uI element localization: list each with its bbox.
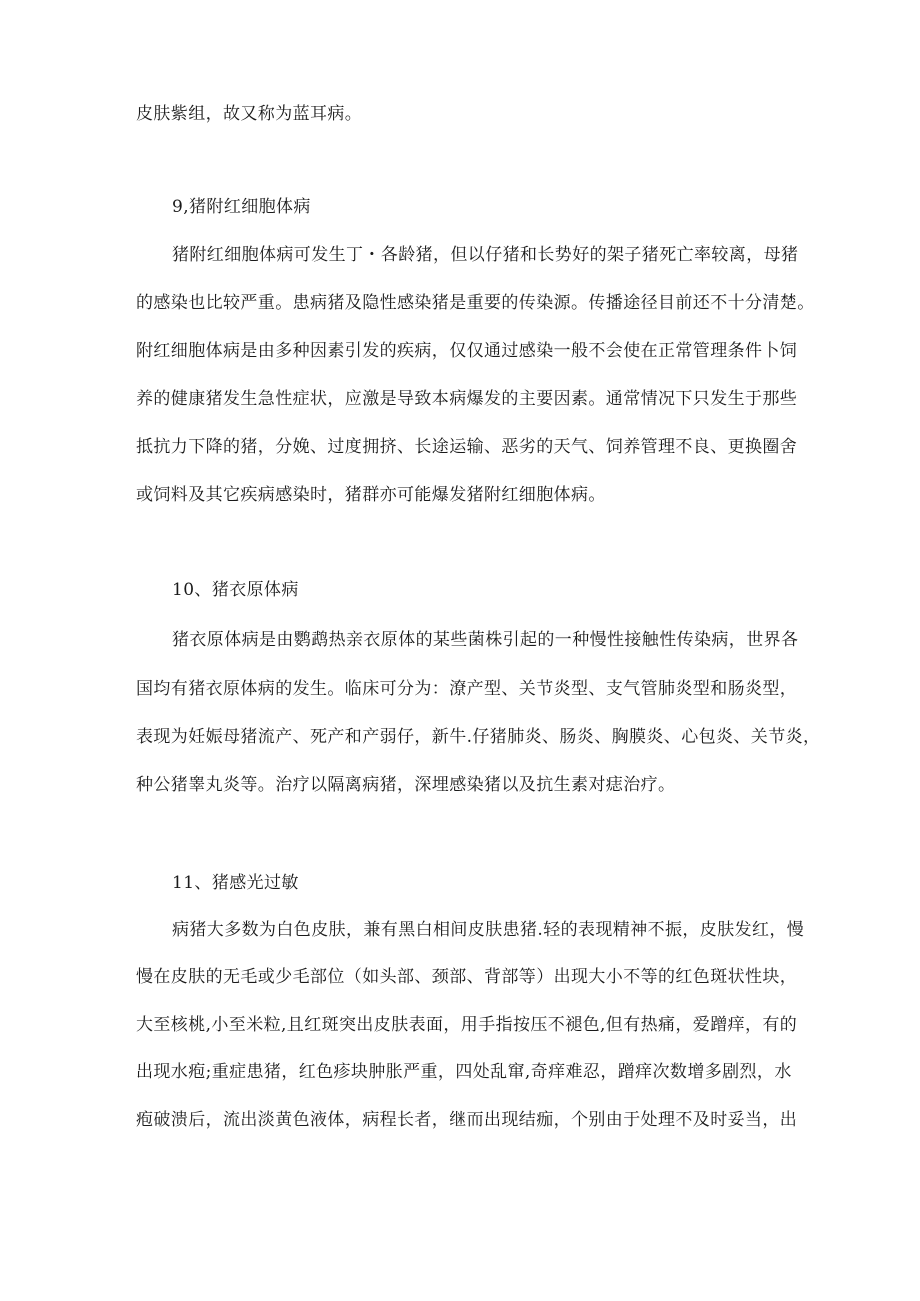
paragraph-line: 种公猪睾丸炎等。治疗以隔离病猪，深埋感染猪以及抗生素对痣治疗。 bbox=[136, 775, 676, 795]
paragraph-line: 疱破溃后，流出淡黄色液体，病程长者，继而出现结痂，个别由于处理不及时妥当，出 bbox=[136, 1110, 798, 1130]
section-heading-11: 11、猪感光过敏 bbox=[172, 873, 299, 893]
paragraph-line: 附红细胞体病是由多种因素引发的疾病，仅仅通过感染一般不会使在正常管理条件卜饲 bbox=[136, 341, 798, 361]
paragraph-line: 猪附红细胞体病可发生丁・各龄猪，但以仔猪和长势好的架子猪死亡率较离，母猪 bbox=[172, 245, 799, 265]
paragraph-line: 或饲料及其它疾病感染时，猪群亦可能爆发猪附红细胞体病。 bbox=[136, 485, 606, 505]
paragraph-line: 的感染也比较严重。患病猪及隐性感染猪是重要的传染源。传播途径目前还不十分清楚。 bbox=[136, 293, 815, 313]
intro-tail-paragraph: 皮肤紫组，故又称为蓝耳病。 bbox=[136, 104, 363, 124]
paragraph-line: 出现水疱;重症患猪，红色疹块肿胀严重，四处乱窜,奇痒难忍，蹭痒次数增多剧烈，水 bbox=[136, 1062, 792, 1082]
paragraph-line: 慢在皮肤的无毛或少毛部位（如头部、颈部、背部等）出现大小不等的红色斑状性块， bbox=[136, 967, 798, 987]
paragraph-line: 国均有猪衣原体病的发生。临床可分为：潦产型、关节炎型、支气管肺炎型和肠炎型， bbox=[136, 679, 798, 699]
section-heading-10: 10、猪衣原体病 bbox=[172, 580, 299, 600]
paragraph-line: 抵抗力下降的猪，分娩、过度拥挤、长途运输、恶劣的天气、饲养管理不良、更换圈舍 bbox=[136, 437, 798, 457]
paragraph-line: 大至核桃,小至米粒,且红斑突出皮肤表面，用手指按压不褪色,但有热痛，爱蹭痒，有的 bbox=[136, 1015, 798, 1035]
paragraph-line: 病猪大多数为白色皮肤，兼有黑白相间皮肤患猪.轻的表现精神不振，皮肤发红，慢 bbox=[172, 920, 805, 940]
paragraph-line: 养的健康猪发生急性症状，应激是导致本病爆发的主要因素。通常情况下只发生于那些 bbox=[136, 389, 798, 409]
section-heading-9: 9,猪附红细胞体病 bbox=[172, 197, 311, 217]
paragraph-line: 表现为妊娠母猪流产、死产和产弱仔，新牛.仔猪肺炎、肠炎、胸膜炎、心包炎、关节炎， bbox=[136, 727, 821, 747]
paragraph-line: 猪衣原体病是由鹦鹉热亲衣原体的某些菌株引起的一种慢性接触性传染病，世界各 bbox=[172, 630, 799, 650]
